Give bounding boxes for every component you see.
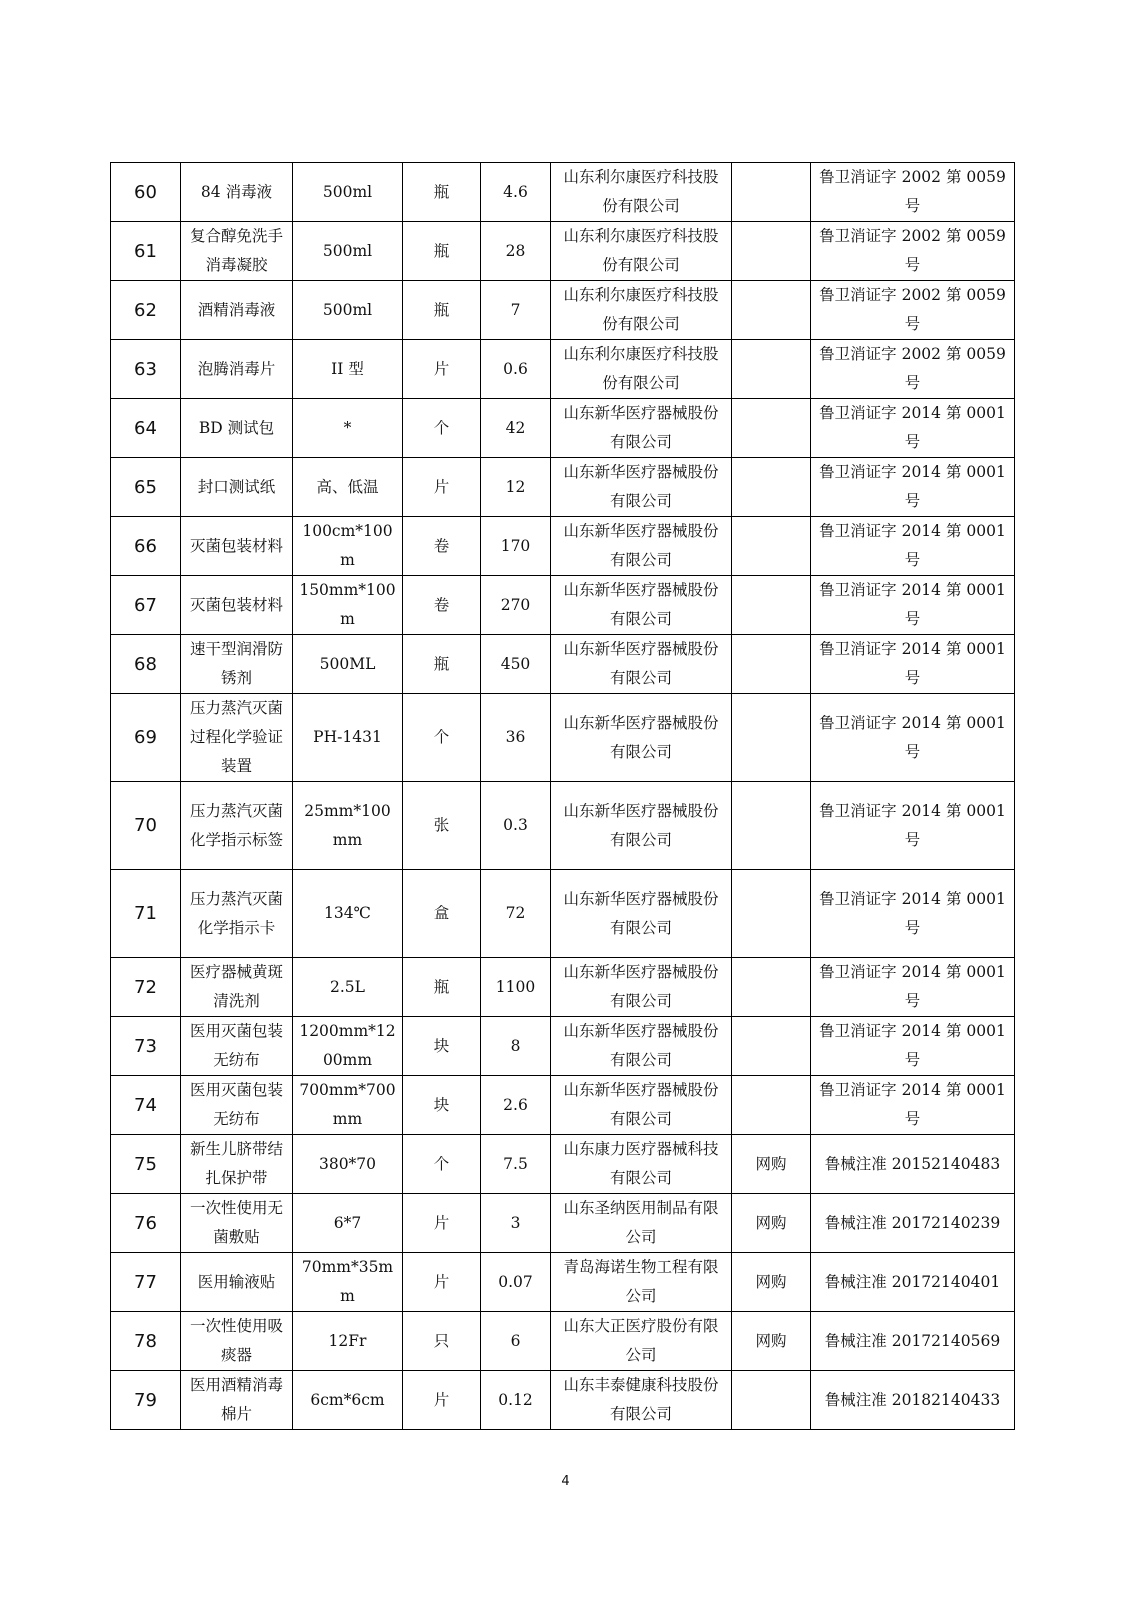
spec-cell: * <box>293 399 403 458</box>
product-name-cell: 灭菌包装材料 <box>181 517 293 576</box>
license-cell: 鲁卫消证字 2014 第 0001 号 <box>811 635 1015 694</box>
product-table <box>110 162 1015 1430</box>
product-name-cell: 84 消毒液 <box>181 163 293 222</box>
channel-cell <box>732 340 811 399</box>
spec-cell: 500ml <box>293 163 403 222</box>
price-cell: 7 <box>481 281 551 340</box>
unit-cell: 瓶 <box>403 958 481 1017</box>
channel-cell: 网购 <box>732 1312 811 1371</box>
product-name-cell: 压力蒸汽灭菌过程化学验证装置 <box>181 694 293 782</box>
price-cell: 6 <box>481 1312 551 1371</box>
unit-cell: 块 <box>403 1076 481 1135</box>
row-number-cell: 60 <box>111 163 181 222</box>
unit-cell: 块 <box>403 1017 481 1076</box>
manufacturer-cell: 山东新华医疗器械股份有限公司 <box>551 782 732 870</box>
price-cell: 4.6 <box>481 163 551 222</box>
unit-cell: 盒 <box>403 870 481 958</box>
price-cell: 0.12 <box>481 1371 551 1430</box>
table-row <box>111 281 1015 340</box>
table-row <box>111 340 1015 399</box>
channel-cell <box>732 517 811 576</box>
channel-cell <box>732 281 811 340</box>
row-number-cell: 65 <box>111 458 181 517</box>
row-number-cell: 72 <box>111 958 181 1017</box>
spec-cell: 100cm*100m <box>293 517 403 576</box>
license-cell: 鲁卫消证字 2014 第 0001 号 <box>811 694 1015 782</box>
price-cell: 12 <box>481 458 551 517</box>
license-cell: 鲁卫消证字 2002 第 0059 号 <box>811 281 1015 340</box>
spec-cell: PH-1431 <box>293 694 403 782</box>
price-cell: 7.5 <box>481 1135 551 1194</box>
table-row <box>111 958 1015 1017</box>
license-cell: 鲁械注准 20152140483 <box>811 1135 1015 1194</box>
row-number-cell: 75 <box>111 1135 181 1194</box>
unit-cell: 瓶 <box>403 163 481 222</box>
product-name-cell: 医疗器械黄斑清洗剂 <box>181 958 293 1017</box>
manufacturer-cell: 山东圣纳医用制品有限公司 <box>551 1194 732 1253</box>
unit-cell: 片 <box>403 1253 481 1312</box>
channel-cell: 网购 <box>732 1135 811 1194</box>
row-number-cell: 63 <box>111 340 181 399</box>
unit-cell: 卷 <box>403 517 481 576</box>
channel-cell: 网购 <box>732 1253 811 1312</box>
unit-cell: 片 <box>403 458 481 517</box>
license-cell: 鲁卫消证字 2014 第 0001 号 <box>811 458 1015 517</box>
channel-cell <box>732 1076 811 1135</box>
table-row <box>111 163 1015 222</box>
spec-cell: 12Fr <box>293 1312 403 1371</box>
manufacturer-cell: 山东新华医疗器械股份有限公司 <box>551 1076 732 1135</box>
manufacturer-cell: 山东新华医疗器械股份有限公司 <box>551 517 732 576</box>
product-name-cell: 医用酒精消毒棉片 <box>181 1371 293 1430</box>
price-cell: 0.3 <box>481 782 551 870</box>
product-name-cell: 医用灭菌包装无纺布 <box>181 1017 293 1076</box>
row-number-cell: 67 <box>111 576 181 635</box>
license-cell: 鲁械注准 20172140239 <box>811 1194 1015 1253</box>
price-cell: 3 <box>481 1194 551 1253</box>
product-name-cell: 医用输液贴 <box>181 1253 293 1312</box>
product-name-cell: 复合醇免洗手消毒凝胶 <box>181 222 293 281</box>
channel-cell <box>732 222 811 281</box>
row-number-cell: 76 <box>111 1194 181 1253</box>
product-name-cell: 灭菌包装材料 <box>181 576 293 635</box>
price-cell: 270 <box>481 576 551 635</box>
row-number-cell: 77 <box>111 1253 181 1312</box>
row-number-cell: 68 <box>111 635 181 694</box>
price-cell: 2.6 <box>481 1076 551 1135</box>
price-cell: 170 <box>481 517 551 576</box>
table-row <box>111 870 1015 958</box>
channel-cell <box>732 635 811 694</box>
spec-cell: II 型 <box>293 340 403 399</box>
spec-cell: 150mm*100m <box>293 576 403 635</box>
page-number: 4 <box>561 1474 570 1489</box>
channel-cell <box>732 399 811 458</box>
manufacturer-cell: 山东新华医疗器械股份有限公司 <box>551 576 732 635</box>
spec-cell: 380*70 <box>293 1135 403 1194</box>
unit-cell: 片 <box>403 340 481 399</box>
unit-cell: 张 <box>403 782 481 870</box>
spec-cell: 500ml <box>293 222 403 281</box>
manufacturer-cell: 山东新华医疗器械股份有限公司 <box>551 870 732 958</box>
table-row <box>111 222 1015 281</box>
manufacturer-cell: 山东新华医疗器械股份有限公司 <box>551 958 732 1017</box>
row-number-cell: 62 <box>111 281 181 340</box>
row-number-cell: 79 <box>111 1371 181 1430</box>
spec-cell: 2.5L <box>293 958 403 1017</box>
price-cell: 28 <box>481 222 551 281</box>
spec-cell: 6*7 <box>293 1194 403 1253</box>
license-cell: 鲁卫消证字 2014 第 0001 号 <box>811 399 1015 458</box>
unit-cell: 片 <box>403 1371 481 1430</box>
spec-cell: 134℃ <box>293 870 403 958</box>
license-cell: 鲁卫消证字 2002 第 0059 号 <box>811 222 1015 281</box>
row-number-cell: 64 <box>111 399 181 458</box>
spec-cell: 高、低温 <box>293 458 403 517</box>
channel-cell: 网购 <box>732 1194 811 1253</box>
channel-cell <box>732 694 811 782</box>
license-cell: 鲁卫消证字 2014 第 0001 号 <box>811 958 1015 1017</box>
license-cell: 鲁卫消证字 2014 第 0001 号 <box>811 1076 1015 1135</box>
manufacturer-cell: 山东新华医疗器械股份有限公司 <box>551 399 732 458</box>
table-row <box>111 1076 1015 1135</box>
product-name-cell: 泡腾消毒片 <box>181 340 293 399</box>
spec-cell: 500ml <box>293 281 403 340</box>
product-name-cell: 新生儿脐带结扎保护带 <box>181 1135 293 1194</box>
unit-cell: 只 <box>403 1312 481 1371</box>
row-number-cell: 78 <box>111 1312 181 1371</box>
product-name-cell: 一次性使用无菌敷贴 <box>181 1194 293 1253</box>
table-row <box>111 399 1015 458</box>
license-cell: 鲁卫消证字 2002 第 0059 号 <box>811 340 1015 399</box>
manufacturer-cell: 山东新华医疗器械股份有限公司 <box>551 458 732 517</box>
product-name-cell: 压力蒸汽灭菌化学指示卡 <box>181 870 293 958</box>
unit-cell: 个 <box>403 694 481 782</box>
table-row <box>111 1194 1015 1253</box>
table-row <box>111 517 1015 576</box>
unit-cell: 瓶 <box>403 281 481 340</box>
manufacturer-cell: 山东新华医疗器械股份有限公司 <box>551 635 732 694</box>
product-name-cell: BD 测试包 <box>181 399 293 458</box>
table-row <box>111 782 1015 870</box>
license-cell: 鲁械注准 20182140433 <box>811 1371 1015 1430</box>
manufacturer-cell: 山东新华医疗器械股份有限公司 <box>551 1017 732 1076</box>
manufacturer-cell: 山东新华医疗器械股份有限公司 <box>551 694 732 782</box>
channel-cell <box>732 870 811 958</box>
row-number-cell: 71 <box>111 870 181 958</box>
manufacturer-cell: 山东利尔康医疗科技股份有限公司 <box>551 163 732 222</box>
table-row <box>111 576 1015 635</box>
price-cell: 36 <box>481 694 551 782</box>
row-number-cell: 69 <box>111 694 181 782</box>
product-name-cell: 医用灭菌包装无纺布 <box>181 1076 293 1135</box>
price-cell: 450 <box>481 635 551 694</box>
table-row <box>111 1253 1015 1312</box>
table-row <box>111 458 1015 517</box>
row-number-cell: 70 <box>111 782 181 870</box>
spec-cell: 25mm*100mm <box>293 782 403 870</box>
row-number-cell: 73 <box>111 1017 181 1076</box>
table-row <box>111 694 1015 782</box>
price-cell: 42 <box>481 399 551 458</box>
spec-cell: 700mm*700mm <box>293 1076 403 1135</box>
row-number-cell: 66 <box>111 517 181 576</box>
license-cell: 鲁卫消证字 2014 第 0001 号 <box>811 782 1015 870</box>
manufacturer-cell: 青岛海诺生物工程有限公司 <box>551 1253 732 1312</box>
manufacturer-cell: 山东利尔康医疗科技股份有限公司 <box>551 340 732 399</box>
channel-cell <box>732 1017 811 1076</box>
unit-cell: 瓶 <box>403 222 481 281</box>
product-name-cell: 速干型润滑防锈剂 <box>181 635 293 694</box>
table-row <box>111 1017 1015 1076</box>
unit-cell: 卷 <box>403 576 481 635</box>
unit-cell: 个 <box>403 399 481 458</box>
product-name-cell: 酒精消毒液 <box>181 281 293 340</box>
table-row <box>111 1135 1015 1194</box>
channel-cell <box>732 1371 811 1430</box>
spec-cell: 500ML <box>293 635 403 694</box>
spec-cell: 70mm*35mm <box>293 1253 403 1312</box>
channel-cell <box>732 163 811 222</box>
unit-cell: 个 <box>403 1135 481 1194</box>
unit-cell: 瓶 <box>403 635 481 694</box>
manufacturer-cell: 山东大正医疗股份有限公司 <box>551 1312 732 1371</box>
manufacturer-cell: 山东利尔康医疗科技股份有限公司 <box>551 222 732 281</box>
channel-cell <box>732 458 811 517</box>
price-cell: 0.07 <box>481 1253 551 1312</box>
table-row <box>111 1312 1015 1371</box>
license-cell: 鲁卫消证字 2014 第 0001 号 <box>811 517 1015 576</box>
price-cell: 72 <box>481 870 551 958</box>
license-cell: 鲁卫消证字 2002 第 0059 号 <box>811 163 1015 222</box>
manufacturer-cell: 山东利尔康医疗科技股份有限公司 <box>551 281 732 340</box>
product-name-cell: 压力蒸汽灭菌化学指示标签 <box>181 782 293 870</box>
license-cell: 鲁卫消证字 2014 第 0001 号 <box>811 1017 1015 1076</box>
row-number-cell: 74 <box>111 1076 181 1135</box>
license-cell: 鲁卫消证字 2014 第 0001 号 <box>811 870 1015 958</box>
table-row <box>111 635 1015 694</box>
manufacturer-cell: 山东康力医疗器械科技有限公司 <box>551 1135 732 1194</box>
price-cell: 8 <box>481 1017 551 1076</box>
license-cell: 鲁械注准 20172140401 <box>811 1253 1015 1312</box>
license-cell: 鲁械注准 20172140569 <box>811 1312 1015 1371</box>
product-name-cell: 封口测试纸 <box>181 458 293 517</box>
product-name-cell: 一次性使用吸痰器 <box>181 1312 293 1371</box>
manufacturer-cell: 山东丰泰健康科技股份有限公司 <box>551 1371 732 1430</box>
spec-cell: 6cm*6cm <box>293 1371 403 1430</box>
unit-cell: 片 <box>403 1194 481 1253</box>
price-cell: 0.6 <box>481 340 551 399</box>
table-row <box>111 1371 1015 1430</box>
channel-cell <box>732 782 811 870</box>
spec-cell: 1200mm*1200mm <box>293 1017 403 1076</box>
table-body <box>111 163 1015 1430</box>
price-cell: 1100 <box>481 958 551 1017</box>
license-cell: 鲁卫消证字 2014 第 0001 号 <box>811 576 1015 635</box>
channel-cell <box>732 958 811 1017</box>
row-number-cell: 61 <box>111 222 181 281</box>
channel-cell <box>732 576 811 635</box>
